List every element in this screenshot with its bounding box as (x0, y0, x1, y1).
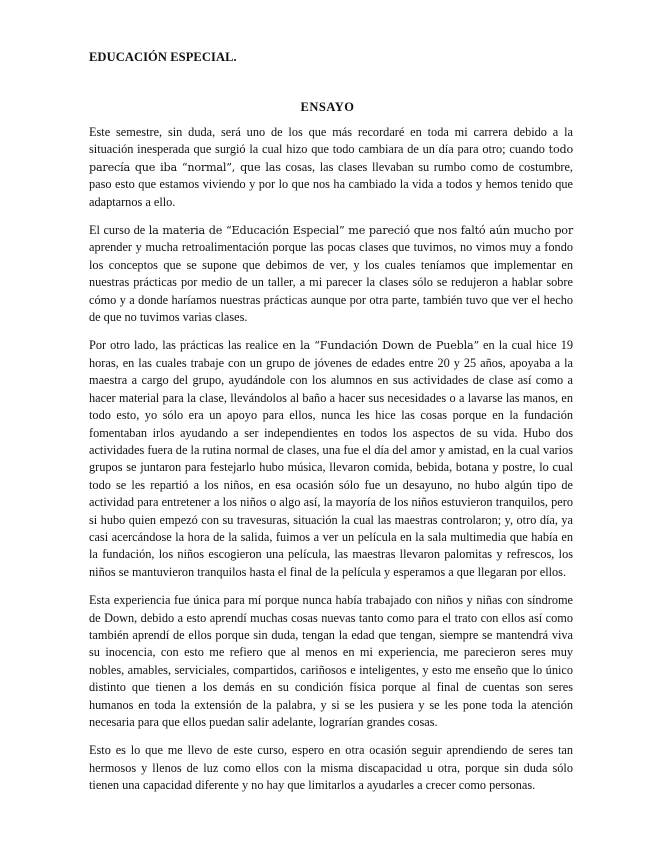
paragraph-text-alt-font: la materia de “Educación Especial” me pareció que nos faltó aún mucho por (148, 224, 573, 238)
paragraph-text: Esto es lo que me llevo de este curso, espero en otra ocasión seguir aprendiendo de seres tan hermosos y llenos de luz como ellos con la misma discapacidad u otra, porque sin duda sólo tienen una capacidad diferente y no hay que limitarlos a ayudarles a crecer como personas. (89, 743, 573, 793)
document-header: EDUCACIÓN ESPECIAL. (89, 50, 237, 64)
paragraph-text: Por otro lado, las prácticas las realice (89, 338, 283, 353)
paragraph-text: Esta experiencia fue única para mí porque nunca había trabajado con niños y niñas con síndrome de Down, debido a esto aprendí muchas cosas nuevas tanto como para el trato con ellos así como también aprendí de ellos porque sin duda, tengan la edad que tengan, siempre se mantendrá viva su inocencia, con esto me refiero que al menos en mi experiencia, me parecieron seres muy nobles, amables, serviciales, compartidos, cariñosos e inteligentes, y esto me enseño que lo único distinto que tienen a los demás en su condición física porque al final de cuentas son seres humanos en toda la extensión de la palabra, y si se les pusiera y se les pone toda la atención necesaria para que ellos puedan salir adelante, lograrían grandes cosas. (89, 593, 573, 729)
paragraph-3 (89, 337, 573, 581)
paragraph-4 (89, 592, 573, 731)
essay-body (89, 124, 573, 806)
paragraph-1 (89, 124, 573, 211)
paragraph-text: en la cual hice 19 horas, en las cuales trabaje con un grupo de jóvenes de edades entre 20 y 25 años, apoyaba a la maestra a cargo del grupo, ayudándole con los alumnos en sus actividades de clase así como a hacer material para la clase, llevándolos al baño a hacer sus necesidades o a lavarse las manos, en todo esto, yo sólo era un apoyo para ellos, nunca les hice las cosas porque en la fundación fomentaban irlos ayudando a ser independientes en todos los aspectos de su vida. Hubo dos actividades fuera de la rutina normal de clases, una fue el día del amor y amistad, en la cual varios grupos se juntaron para festejarlo hubo música, llevaron comida, bebida, botana y postre, lo cual todo se les repartió a los niños, en esa ocasión sólo fue un desayuno, no hubo algún tipo de actividad para entretener a los niños o algo así, la mayoría de los niños estuvieron tranquilos, pero si hubo quien empezó con su travesuras, situación la cual las maestras controlaron; y, otro día, ya casi acercándose la hora de la salida, fuimos a ver un película en la sala multimedia que había en la fundación, los niños escogieron una película, las maestras llevaron palomitas y refrescos, los niños se mantuvieron tranquilos hasta el final de la película y esperamos a que llegaran por ellos. (89, 338, 573, 579)
paragraph-2 (89, 222, 573, 326)
paragraph-text: El curso de (89, 223, 149, 238)
paragraph-text-alt-font: en la “Fundación Down de Puebla” (282, 339, 479, 353)
paragraph-text-alt-font: todo parecía que iba “normal”, que las (89, 143, 573, 174)
paragraph-text: cosas, las clases llevaban su rumbo como de costumbre, paso esto que estamos viviendo y por lo que nos ha cambiado la vida a todos y hemos tenido que adaptarnos a ello. (89, 159, 573, 209)
paragraph-text: aprender y mucha retroalimentación porque las pocas clases que tuvimos, no vimos muy a fondo los conceptos que se supone que debimos de ver, y los cuales teníamos que implementar en nuestras prácticas por medio de un taller, a mi parecer la clases sólo se redujeron a hablar sobre cómo y a donde haríamos nuestras prácticas aunque por otra parte, también tuvo que ver el hecho de que no tuvimos varias clases. (89, 240, 573, 325)
paragraph-5 (89, 742, 573, 794)
paragraph-text: Este semestre, sin duda, será uno de los que más recordaré en toda mi carrera debido a la situación inesperada que surgió la cual hizo que todo cambiara de un día para otro; cuando (89, 125, 573, 157)
essay-title: ENSAYO (300, 100, 355, 114)
